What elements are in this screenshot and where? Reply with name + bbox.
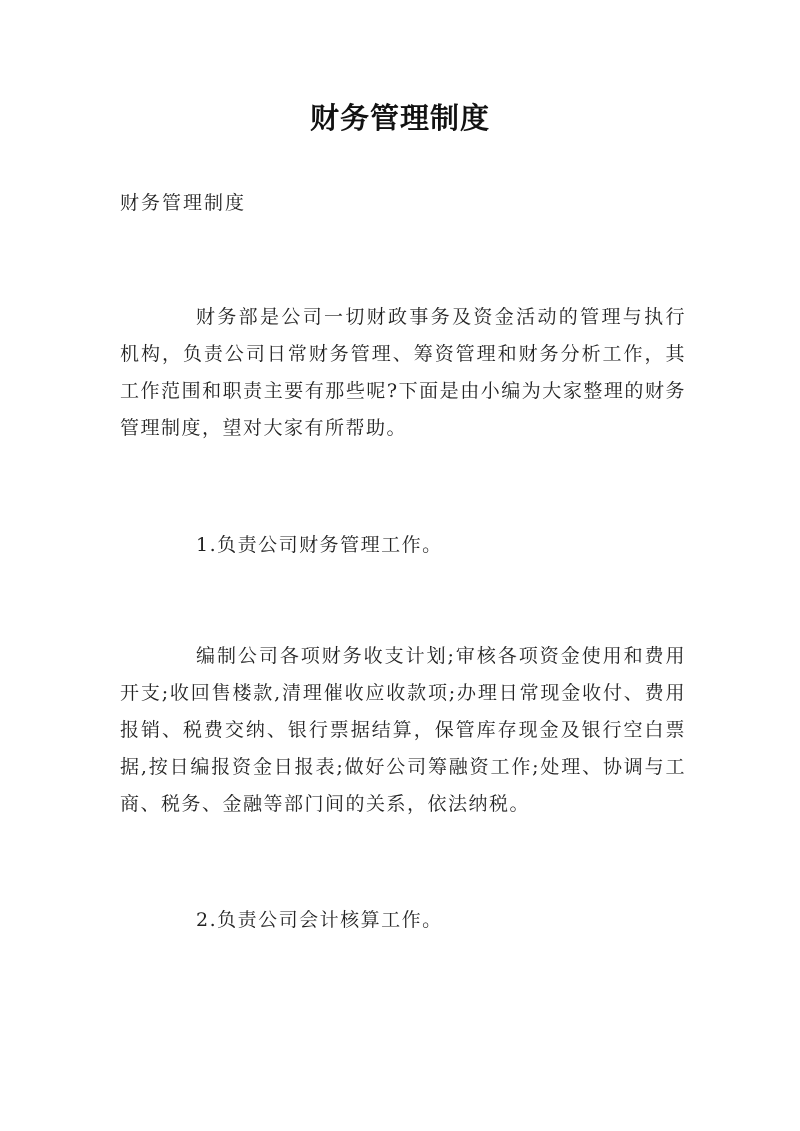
section-heading-1: 1.负责公司财务管理工作。 [196,534,443,556]
document-title: 财务管理制度 [309,101,490,135]
intro-paragraph: 财务部是公司一切财政事务及资金活动的管理与执行机构，负责公司日常财务管理、筹资管理和财务分析工作，其工作范围和职责主要有那些呢?下面是由小编为大家整理的财务管理制度，望对大家有所帮助。 [120,306,686,439]
section-body-1: 编制公司各项财务收支计划;审核各项资金使用和费用开支;收回售楼款,清理催收应收款项;办理日常现金收付、费用报销、税费交纳、银行票据结算，保管库存现金及银行空白票据,按日编报资金日报表;做好公司筹融资工作;处理、协调与工商、税务、金融等部门间的关系，依法纳税。 [120,645,686,815]
document-subtitle: 财务管理制度 [120,192,247,214]
section-heading-2: 2.负责公司会计核算工作。 [196,909,443,931]
